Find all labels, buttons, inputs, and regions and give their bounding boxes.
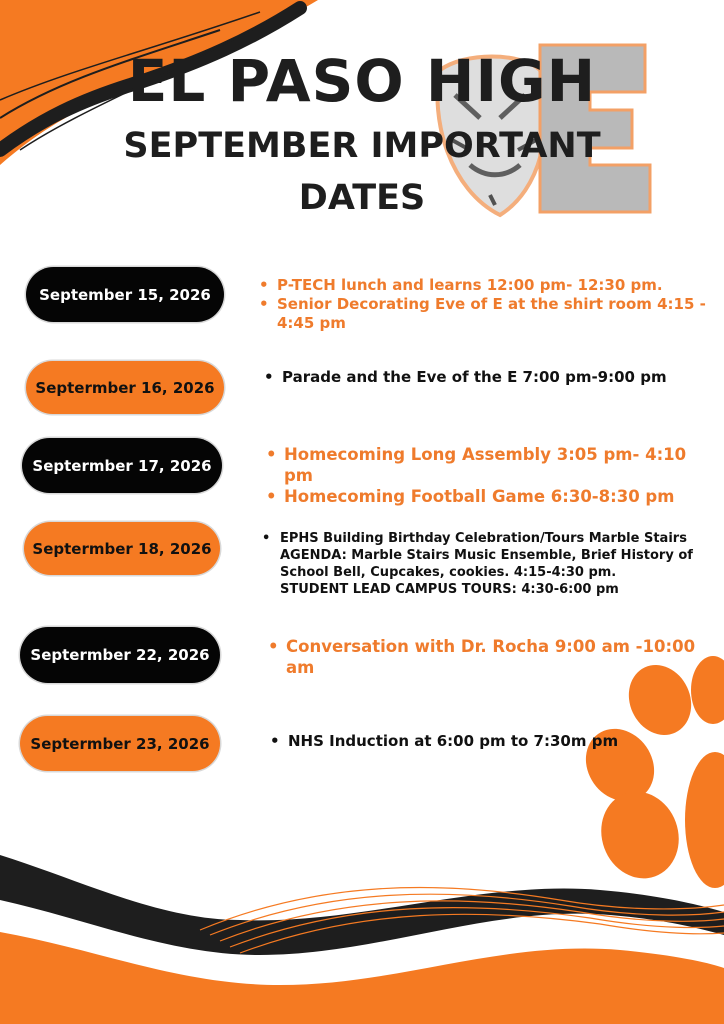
event-detail: STUDENT LEAD CAMPUS TOURS: 4:30-6:00 pm — [280, 582, 619, 597]
event-item: • Homecoming Football Game 6:30-8:30 pm — [264, 486, 714, 507]
page-title: EL PASO HIGH — [127, 47, 597, 115]
event-item: • Conversation with Dr. Rocha 9:00 am -10:00 am — [266, 636, 696, 678]
event-item: • Senior Decorating Eve of E at the shirt room 4:15 - 4:45 pm — [257, 295, 707, 333]
page-subtitle: SEPTEMBER IMPORTANT DATES — [123, 126, 601, 218]
event-detail: AGENDA: Marble Stairs Music Ensemble, Brief History of — [280, 548, 693, 563]
date-pill: Septermber 22, 2026 — [20, 627, 220, 683]
date-pill: Septermber 18, 2026 — [24, 522, 220, 575]
event-item: • Parade and the Eve of the E 7:00 pm-9:00 pm — [262, 368, 702, 387]
event-detail: School Bell, Cupcakes, cookies. 4:15-4:30 pm. — [280, 565, 617, 580]
date-pill: September 15, 2026 — [26, 267, 224, 322]
date-pill: Septermber 17, 2026 — [22, 438, 222, 493]
event-item: • P-TECH lunch and learns 12:00 pm- 12:30 pm. — [257, 276, 707, 295]
event-item: • Homecoming Long Assembly 3:05 pm- 4:10 pm — [264, 444, 714, 486]
event-item: • EPHS Building Birthday Celebration/Tours Marble Stairs — [260, 530, 720, 547]
date-pill: Septermber 23, 2026 — [20, 716, 220, 771]
date-pill: Septermber 16, 2026 — [26, 361, 224, 414]
event-item: • NHS Induction at 6:00 pm to 7:30m pm — [268, 732, 668, 751]
